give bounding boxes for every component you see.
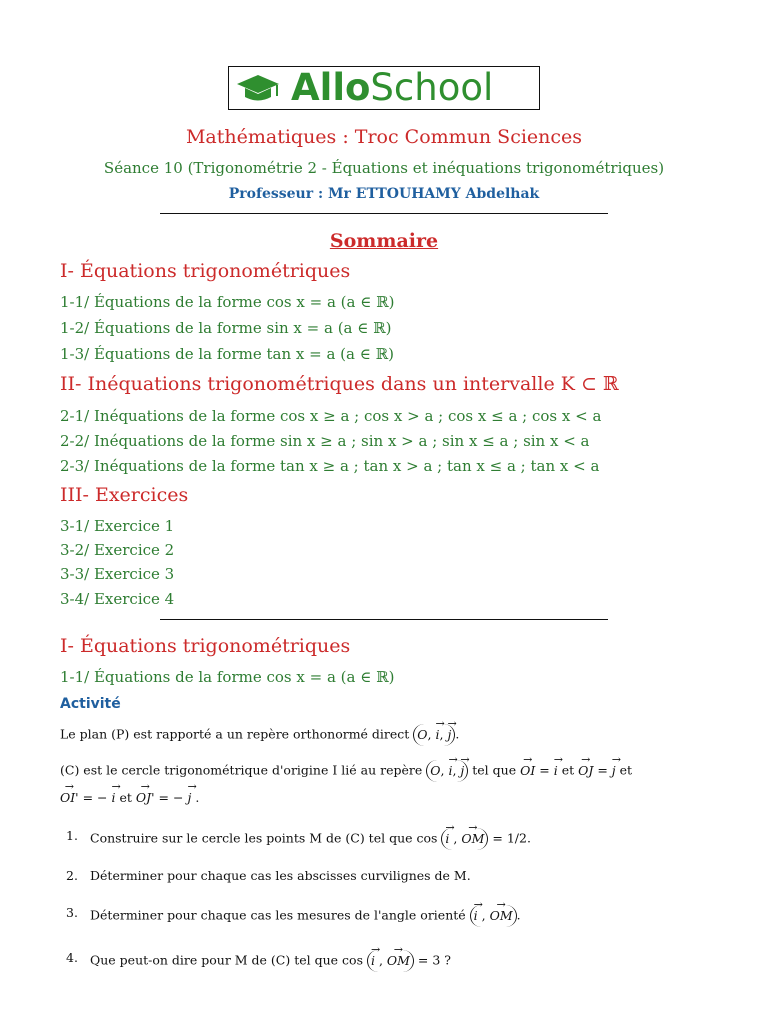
summary-item-3-4: 3-4/ Exercice 4 [60, 590, 175, 608]
logo-text: AlloSchool [291, 66, 494, 109]
summary-heading: Sommaire [329, 230, 439, 252]
section-heading: I- Équations trigonométriques [60, 635, 351, 657]
summary-section-1: I- Équations trigonométriques [60, 260, 351, 282]
summary-item-2-1: 2-1/ Inéquations de la forme cos x ≥ a ; cos x > a ; cos x ≤ a ; cos x < a [60, 407, 602, 425]
alloschool-logo[interactable] [228, 66, 540, 110]
summary-item-1-1: 1-1/ Équations de la forme cos x = a (a ∈ ℝ) [60, 293, 395, 311]
page-subtitle: Séance 10 (Trigonométrie 2 - Équations et inéquations trigonométriques) [103, 159, 665, 177]
summary-section-3: III- Exercices [60, 484, 189, 506]
summary-section-2: II- Inéquations trigonométriques dans un intervalle K ⊂ ℝ [60, 373, 619, 395]
activity-paragraph-2-cont: → OI' = − → i et → OJ' = − → j . [60, 790, 199, 806]
page-title: Mathématiques : Troc Commun Sciences [185, 126, 583, 148]
divider [160, 619, 608, 620]
summary-item-2-3: 2-3/ Inéquations de la forme tan x ≥ a ; tan x > a ; tan x ≤ a ; tan x < a [60, 457, 600, 475]
summary-item-1-3: 1-3/ Équations de la forme tan x = a (a ∈ ℝ) [60, 345, 394, 363]
graduation-cap-icon [235, 72, 281, 108]
activity-heading: Activité [60, 696, 121, 712]
teacher-name: Professeur : Mr ETTOUHAMY Abdelhak [228, 186, 540, 202]
activity-paragraph-2: (C) est le cercle trigonométrique d'origine I lié au repère O, → i, → j tel que → OI = → i et → OJ = → j et [60, 760, 720, 782]
summary-item-3-1: 3-1/ Exercice 1 [60, 517, 175, 535]
activity-paragraph-1: Le plan (P) est rapporté a un repère orthonormé direct O, → i, → j . [60, 724, 720, 746]
summary-item-3-3: 3-3/ Exercice 3 [60, 565, 175, 583]
subsection-heading: 1-1/ Équations de la forme cos x = a (a ∈ ℝ) [60, 668, 395, 686]
divider [160, 213, 608, 214]
summary-item-2-2: 2-2/ Inéquations de la forme sin x ≥ a ; sin x > a ; sin x ≤ a ; sin x < a [60, 432, 590, 450]
summary-item-1-2: 1-2/ Équations de la forme sin x = a (a ∈ ℝ) [60, 319, 392, 337]
summary-item-3-2: 3-2/ Exercice 2 [60, 541, 175, 559]
